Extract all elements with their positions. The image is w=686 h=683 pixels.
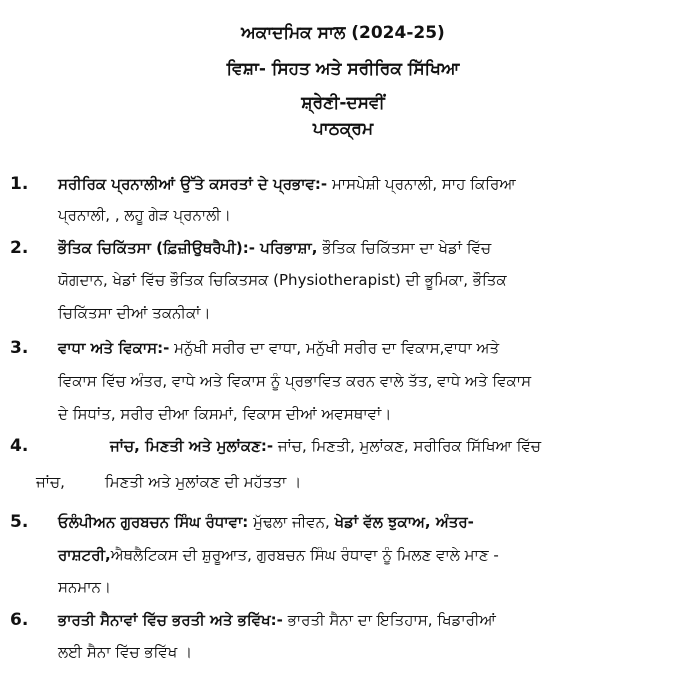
item-heading: ਵਾਧਾ ਅਤੇ ਵਿਕਾਸ:- bbox=[58, 339, 170, 357]
item-heading: ਸਰੀਰਿਕ ਪ੍ਰਨਾਲੀਆਂ ਉੱਤੇ ਕਸਰਤਾਂ ਦੇ ਪ੍ਰਭਾਵ:- bbox=[58, 175, 328, 193]
item-text: ਯੋਗਦਾਨ, ਖੇਡਾਂ ਵਿੱਚ ਭੌਤਿਕ ਚਿਕਿਤਸਕ (Physiotherapist) ਦੀ ਭੂਮਿਕਾ, ਭੌਤਿਕ bbox=[58, 271, 507, 289]
item-text: ਲਈ ਸੈਨਾ ਵਿੱਚ ਭਵਿੱਖ । bbox=[58, 643, 193, 661]
item-text: ਮੁੱਢਲਾ ਜੀਵਨ, bbox=[253, 513, 330, 531]
item-line bbox=[58, 238, 491, 258]
item-line bbox=[110, 436, 541, 456]
item-text: ਭੌਤਿਕ ਚਿਕਿੱਤਸਾ ਦਾ ਖੇਡਾਂ ਵਿੱਚ bbox=[322, 239, 492, 257]
item-number: 6. bbox=[10, 610, 29, 630]
item-text: ਮਨੁੱਖੀ ਸਰੀਰ ਦਾ ਵਾਧਾ, ਮਨੁੱਖੀ ਸਰੀਰ ਦਾ ਵਿਕਾਸ,ਵਾਧਾ ਅਤੇ bbox=[174, 339, 500, 357]
item-text-part: ਜਾਂਚ, bbox=[36, 473, 65, 491]
item-text: ਵਿਕਾਸ ਵਿੱਚ ਅੰਤਰ, ਵਾਧੇ ਅਤੇ ਵਿਕਾਸ ਨੂੰ ਪ੍ਰਭਾਵਿਤ ਕਰਨ ਵਾਲੇ ਤੱਤ, ਵਾਧੇ ਅਤੇ ਵਿਕਾਸ bbox=[58, 372, 532, 390]
item-line bbox=[58, 174, 516, 194]
item-text: ਚਿਕਿੱਤਸਾ ਦੀਆਂ ਤਕਨੀਕਾਂ। bbox=[58, 304, 211, 322]
academic-year-title: ਅਕਾਦਮਿਕ ਸਾਲ (2024-25) bbox=[241, 23, 445, 43]
item-heading: ਓਲੰਪੀਅਨ ਗੁਰਬਚਨ ਸਿੰਘ ਰੰਧਾਵਾ: bbox=[58, 513, 249, 531]
syllabus-title: ਪਾਠਕ੍ਰਮ bbox=[312, 119, 374, 139]
item-text: ਭਾਰਤੀ ਸੈਨਾ ਦਾ ਇਤਿਹਾਸ, ਖਿਡਾਰੀਆਂ bbox=[287, 611, 496, 629]
item-text: ਐਥਲੈਟਿਕਸ ਦੀ ਸ਼ੁਰੂਆਤ, ਗੁਰਬਚਨ ਸਿੰਘ ਰੰਧਾਵਾ ਨੂੰ ਮਿਲਣ ਵਾਲੇ ਮਾਣ - bbox=[110, 546, 499, 564]
item-heading: ਜਾਂਚ, ਮਿਣਤੀ ਅਤੇ ਮੁਲਾਂਕਣ:- bbox=[110, 437, 274, 455]
item-text: ਜਾਂਚ, ਮਿਣਤੀ, ਮੁਲਾਂਕਣ, ਸਰੀਰਿਕ ਸਿੱਖਿਆ ਵਿੱਚ bbox=[277, 437, 541, 455]
item-text: ਮਾਸਪੇਸ਼ੀ ਪ੍ਰਨਾਲੀ, ਸਾਹ ਕਿਰਿਆ bbox=[331, 175, 516, 193]
item-text bbox=[36, 472, 301, 492]
item-text-part: ਮਿਣਤੀ ਅਤੇ ਮੁਲਾਂਕਣ ਦੀ ਮਹੱਤਤਾ । bbox=[104, 473, 302, 491]
item-line bbox=[58, 545, 499, 565]
item-heading: ਖੇਡਾਂ ਵੱਲ ਝੁਕਾਅ, ਅੰਤਰ- bbox=[334, 513, 474, 531]
subject-title: ਵਿਸ਼ਾ- ਸਿਹਤ ਅਤੇ ਸਰੀਰਿਕ ਸਿੱਖਿਆ bbox=[226, 59, 460, 79]
item-heading: ਭਾਰਤੀ ਸੈਨਾਵਾਂ ਵਿੱਚ ਭਰਤੀ ਅਤੇ ਭਵਿੱਖ:- bbox=[58, 611, 283, 629]
item-heading: ਰਾਸ਼ਟਰੀ, bbox=[58, 546, 111, 564]
item-number: 5. bbox=[10, 512, 29, 532]
item-line bbox=[58, 512, 474, 532]
class-title: ਸ਼੍ਰੇਣੀ-ਦਸਵੀਂ bbox=[301, 93, 385, 113]
item-text: ਸਨਮਾਨ। bbox=[58, 578, 112, 596]
item-number: 3. bbox=[10, 338, 29, 358]
item-text: ਪ੍ਰਨਾਲੀ, , ਲਹੂ ਗੇੜ ਪ੍ਰਨਾਲੀ। bbox=[58, 206, 231, 224]
item-line bbox=[58, 610, 496, 630]
item-number: 1. bbox=[10, 174, 29, 194]
item-line bbox=[58, 338, 499, 358]
item-text: ਦੇ ਸਿਧਾਂਤ, ਸਰੀਰ ਦੀਆ ਕਿਸਮਾਂ, ਵਿਕਾਸ ਦੀਆਂ ਅਵਸਥਾਵਾਂ। bbox=[58, 405, 392, 423]
item-number: 4. bbox=[10, 436, 29, 456]
item-number: 2. bbox=[10, 238, 29, 258]
item-heading: ਭੌਤਿਕ ਚਿਕਿੱਤਸਾ (ਫ਼ਿਜ਼ੀਉਥਰੈਪੀ):- ਪਰਿਭਾਸ਼ਾ, bbox=[58, 239, 318, 257]
